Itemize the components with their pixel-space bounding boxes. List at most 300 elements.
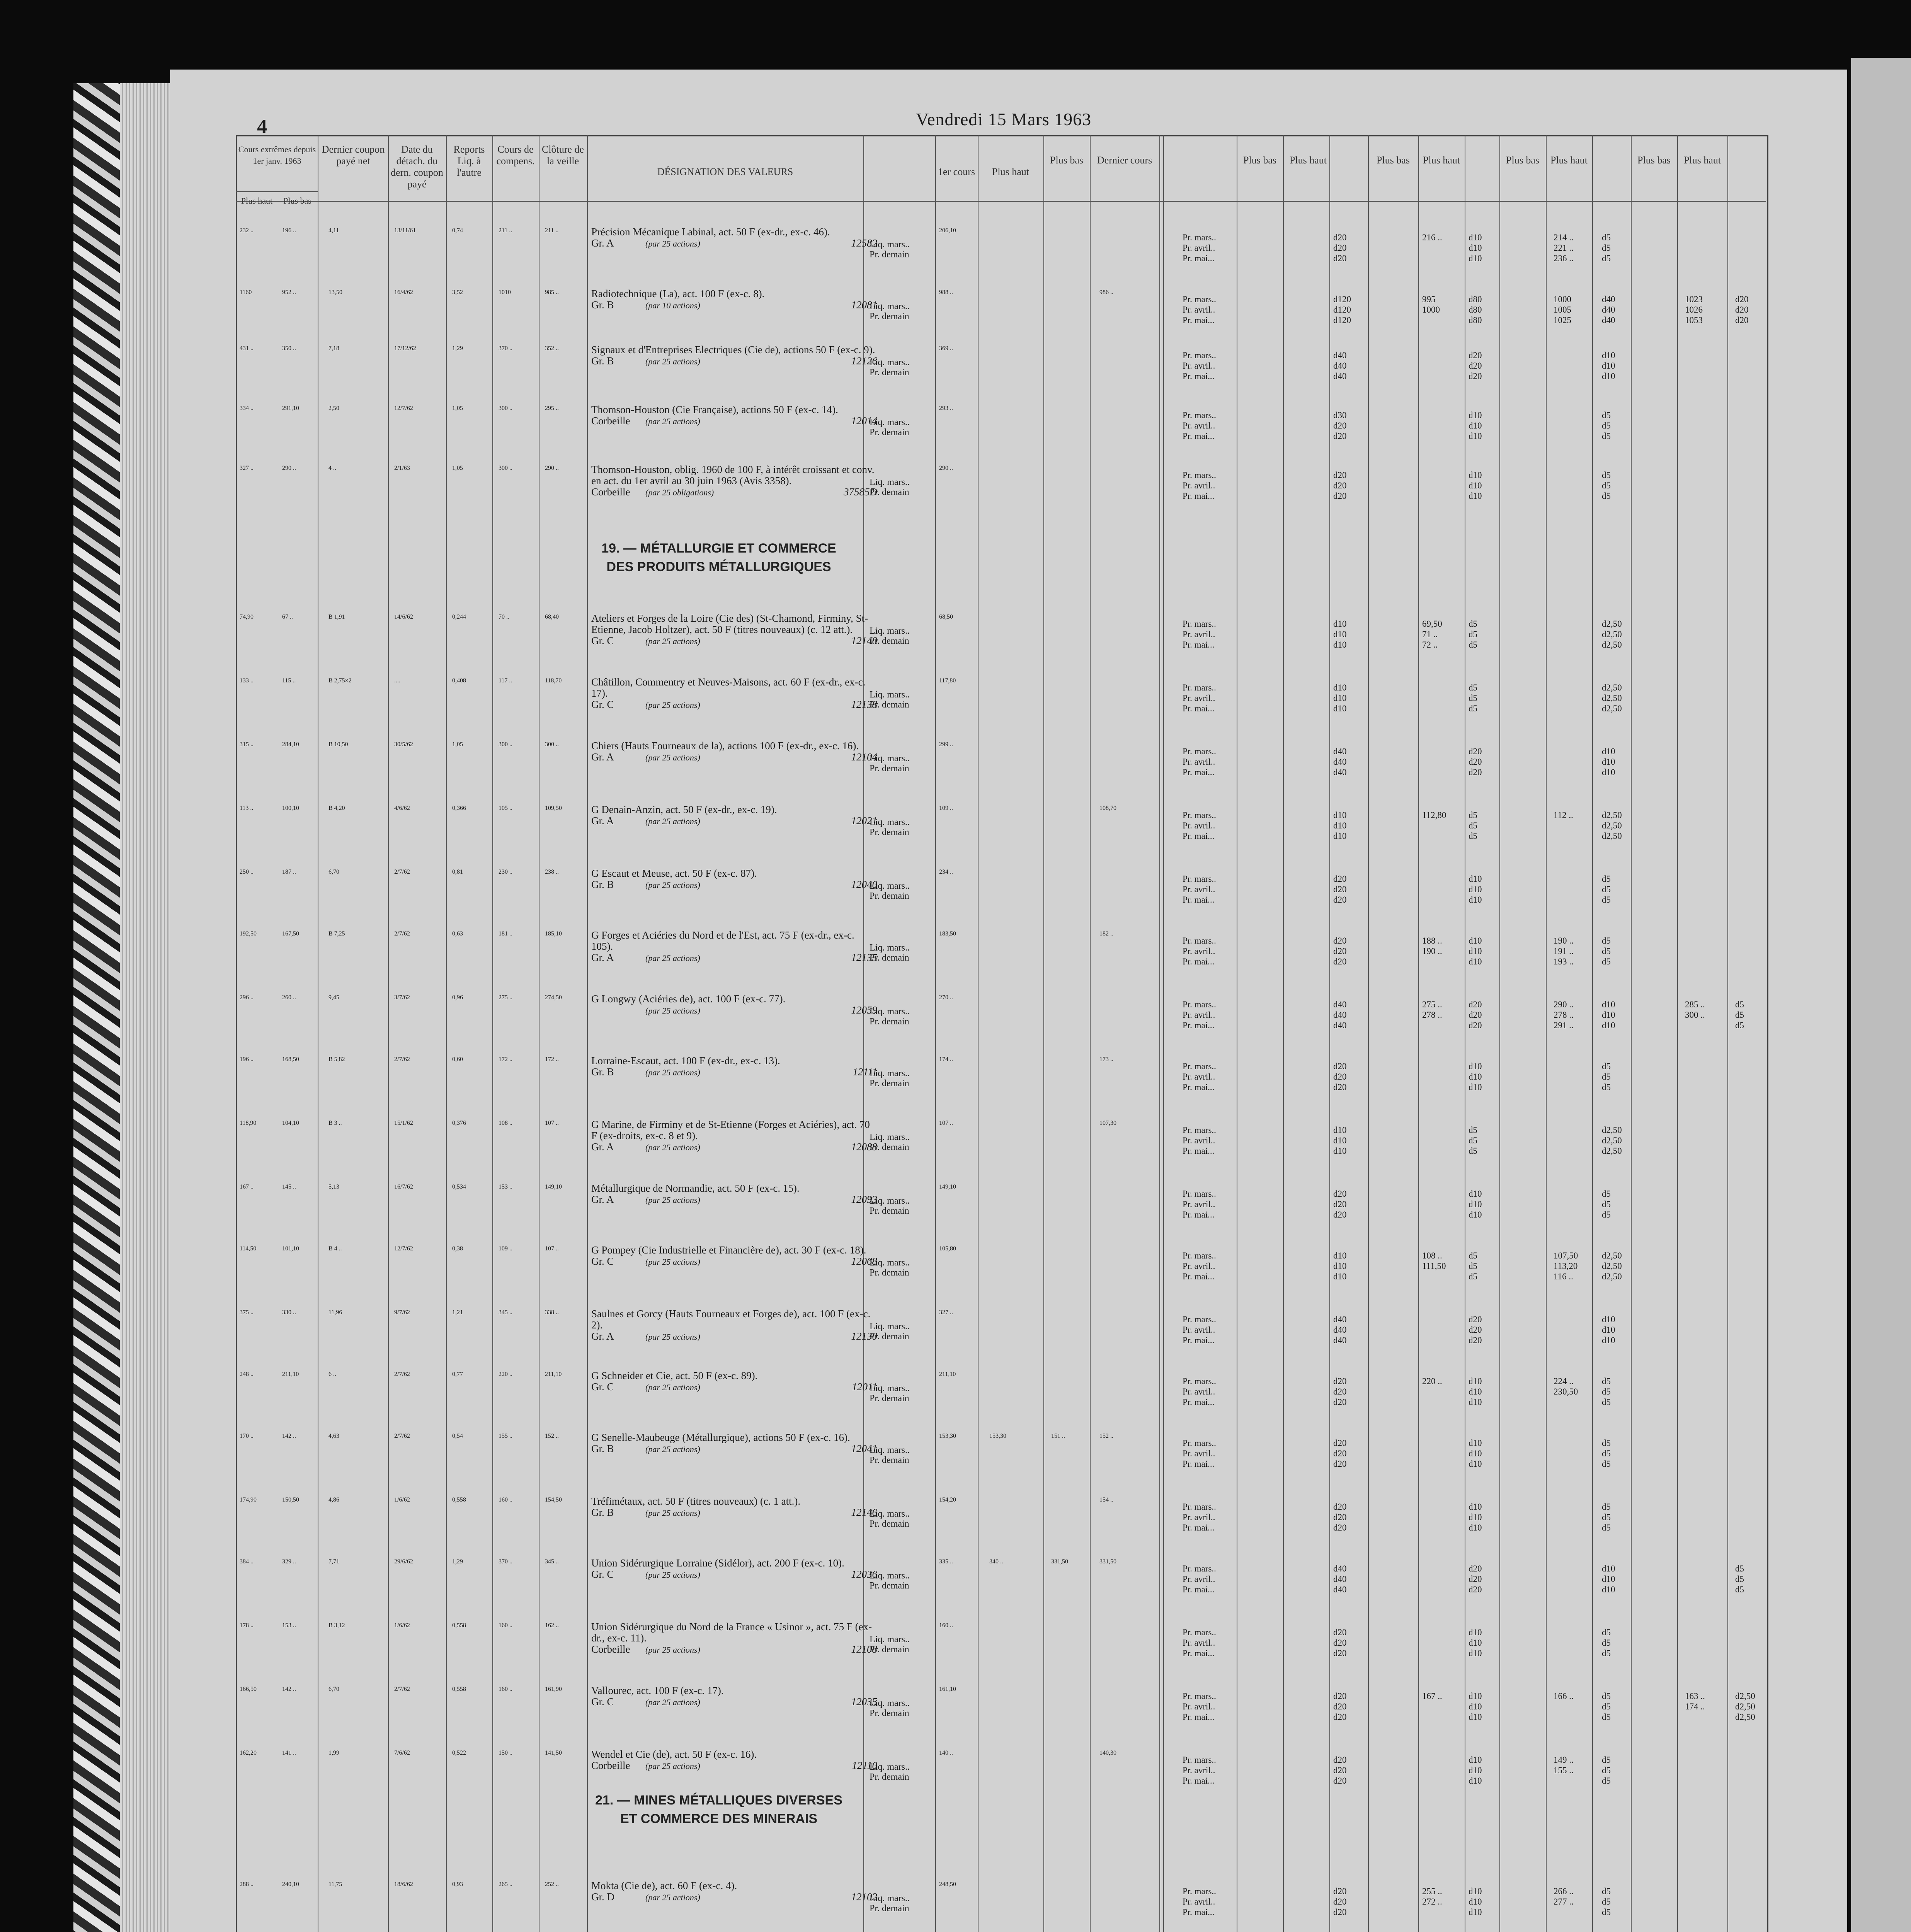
- option-value: 1025: [1554, 315, 1571, 325]
- liq-label: Liq. mars..: [870, 1383, 910, 1393]
- lot-size: (par 25 actions): [645, 700, 700, 710]
- cell-date: 2/7/62: [394, 1056, 410, 1063]
- option-value: d10: [1469, 1210, 1482, 1219]
- option-value: d2,50: [1602, 693, 1622, 703]
- cell-comp: 220 ..: [499, 1371, 512, 1378]
- cell-coupon: B 4,20: [328, 805, 345, 811]
- lot-size: (par 25 obligations): [645, 488, 714, 497]
- col-designation: DÉSIGNATION DES VALEURS: [657, 166, 793, 177]
- security-code: 12081: [851, 299, 877, 311]
- security-name: [591, 1432, 877, 1455]
- option-value: d10: [1333, 640, 1347, 650]
- option-value: d40: [1602, 294, 1615, 304]
- option-value: d10: [1469, 1691, 1482, 1701]
- option-value: d20: [1333, 884, 1347, 894]
- option-value: d5: [1602, 1502, 1611, 1512]
- security-title: Radiotechnique (La), act. 100 F (ex-c. 8).: [591, 288, 765, 299]
- security-title: G Denain-Anzin, act. 50 F (ex-dr., ex-c. 19).: [591, 804, 777, 815]
- demain-label: Pr. demain: [870, 311, 909, 321]
- security-name: [591, 1621, 877, 1655]
- lot-size: (par 25 actions): [645, 753, 700, 762]
- cell-date: 29/6/62: [394, 1558, 413, 1565]
- option-value: d20: [1333, 470, 1347, 480]
- cell-pb: 100,10: [282, 805, 299, 811]
- cell-rep: 1,05: [452, 405, 463, 412]
- option-value: d5: [1469, 810, 1477, 820]
- option-month-label: Pr. avril..: [1183, 1765, 1215, 1775]
- option-value: d10: [1469, 1776, 1482, 1786]
- option-value: 190 ..: [1554, 936, 1574, 946]
- security-group: Gr. B: [591, 355, 614, 367]
- demain-label: Pr. demain: [870, 1393, 909, 1403]
- liq-label: Liq. mars..: [870, 1571, 910, 1581]
- option-month-label: Pr. mai...: [1183, 371, 1215, 381]
- liq-label: Liq. mars..: [870, 1634, 910, 1645]
- option-value: d5: [1469, 640, 1477, 650]
- security-title: G Pompey (Cie Industrielle et Financière de), act. 30 F (ex-c. 18).: [591, 1244, 866, 1256]
- cell-pb: 350 ..: [282, 345, 296, 352]
- option-value: d10: [1333, 810, 1347, 820]
- option-month-label: Pr. mars..: [1183, 619, 1216, 629]
- option-value: 149 ..: [1554, 1755, 1574, 1765]
- option-value: d5: [1469, 704, 1477, 713]
- option-value: d5: [1602, 1459, 1611, 1469]
- col-cloture: Clôture de la veille: [541, 144, 584, 167]
- option-value: 166 ..: [1554, 1691, 1574, 1701]
- option-value: d10: [1333, 683, 1347, 692]
- option-month-label: Pr. avril..: [1183, 1072, 1215, 1082]
- lot-size: (par 25 actions): [645, 357, 700, 366]
- option-value: d40: [1333, 1020, 1347, 1030]
- cell-comp: 105 ..: [499, 805, 512, 811]
- option-value: d5: [1602, 481, 1611, 490]
- security-name: [591, 404, 877, 427]
- security-group: Gr. C: [591, 1381, 614, 1393]
- security-title: G Escaut et Meuse, act. 50 F (ex-c. 87).: [591, 867, 757, 879]
- security-title: Wendel et Cie (de), act. 50 F (ex-c. 16).: [591, 1748, 757, 1760]
- lot-size: (par 25 actions): [645, 1332, 700, 1342]
- cell-clot: 290 ..: [545, 465, 559, 471]
- option-value: d10: [1469, 1438, 1482, 1448]
- option-value: d2,50: [1602, 619, 1622, 629]
- option-value: d10: [1469, 1387, 1482, 1396]
- cell-clot: 274,50: [545, 994, 562, 1001]
- cell-ph: 113 ..: [240, 805, 254, 811]
- cell-date: 2/7/62: [394, 869, 410, 875]
- option-month-label: Pr. mars..: [1183, 1125, 1216, 1135]
- option-value: d10: [1602, 1325, 1615, 1335]
- option-value: d20: [1469, 371, 1482, 381]
- cell-coupon: 4,63: [328, 1433, 339, 1439]
- option-value: d10: [1469, 431, 1482, 441]
- security-group: Gr. C: [591, 699, 614, 710]
- liq-label: Liq. mars..: [870, 1007, 910, 1017]
- option-value: d20: [1333, 1765, 1347, 1775]
- option-value: d2,50: [1602, 1136, 1622, 1145]
- liq-label: Liq. mars..: [870, 1258, 910, 1268]
- option-value: 277 ..: [1554, 1897, 1574, 1906]
- security-name: [591, 1183, 877, 1206]
- option-value: d2,50: [1602, 831, 1622, 841]
- option-value: d10: [1469, 421, 1482, 430]
- option-value: d5: [1602, 491, 1611, 501]
- demain-label: Pr. demain: [870, 427, 909, 437]
- option-value: 193 ..: [1554, 957, 1574, 966]
- option-month-label: Pr. mai...: [1183, 1272, 1215, 1281]
- security-title: G Marine, de Firminy et de St-Etienne (Forges et Aciéries), act. 70 F (ex-droits, ex-c. 8 et 9).: [591, 1119, 870, 1141]
- security-name: [591, 344, 877, 367]
- option-value: d5: [1469, 619, 1477, 629]
- liq-label: Liq. mars..: [870, 943, 910, 953]
- option-value: d10: [1602, 1335, 1615, 1345]
- liq-label: Liq. mars..: [870, 817, 910, 827]
- option-month-label: Pr. mars..: [1183, 747, 1216, 756]
- cell-c1: 154,20: [939, 1497, 956, 1503]
- security-group: Gr. C: [591, 635, 614, 646]
- option-value: d5: [1735, 1564, 1744, 1573]
- col-opt-plus-haut-4: Plus haut: [1683, 155, 1721, 166]
- option-value: d40: [1333, 1574, 1347, 1584]
- col-plus-bas-2: Plus bas: [1050, 155, 1083, 166]
- cell-date: 18/6/62: [394, 1881, 413, 1888]
- security-title: Saulnes et Gorcy (Hauts Fourneaux et Forges de), act. 100 F (ex-c. 2).: [591, 1308, 871, 1331]
- cell-rep: 0,63: [452, 930, 463, 937]
- option-value: d40: [1602, 305, 1615, 315]
- option-value: 214 ..: [1554, 233, 1574, 242]
- option-value: 1000: [1554, 294, 1571, 304]
- option-value: d2,50: [1602, 640, 1622, 650]
- demain-label: Pr. demain: [870, 764, 909, 774]
- cell-pb: 150,50: [282, 1497, 299, 1503]
- option-value: d5: [1602, 1897, 1611, 1906]
- security-group: Gr. B: [591, 1507, 614, 1518]
- cell-date: 2/7/62: [394, 1433, 410, 1439]
- option-value: d20: [1469, 747, 1482, 756]
- table-row: [0, 1180, 1911, 1238]
- option-value: d20: [1469, 1585, 1482, 1594]
- cell-cd: 154 ..: [1099, 1497, 1113, 1503]
- option-value: d20: [1333, 1072, 1347, 1082]
- option-month-label: Pr. mai...: [1183, 1397, 1215, 1407]
- table-row: [0, 462, 1911, 520]
- option-value: 221 ..: [1554, 243, 1574, 253]
- cell-pb: 168,50: [282, 1056, 299, 1063]
- security-title: Chiers (Hauts Fourneaux de la), actions 100 F (ex-dr., ex-c. 16).: [591, 740, 859, 752]
- option-value: d20: [1333, 874, 1347, 884]
- col-opt-plus-bas-3: Plus bas: [1506, 155, 1539, 166]
- table-row: [0, 738, 1911, 796]
- security-code: 12130: [851, 1330, 877, 1342]
- liq-label: Liq. mars..: [870, 1445, 910, 1455]
- option-value: d120: [1333, 294, 1351, 304]
- option-value: d10: [1469, 874, 1482, 884]
- cell-date: 1/6/62: [394, 1622, 410, 1629]
- option-month-label: Pr. mars..: [1183, 1691, 1216, 1701]
- cell-date: 4/6/62: [394, 805, 410, 811]
- col-cours-compens: Cours de compens.: [496, 144, 535, 167]
- option-value: d40: [1333, 361, 1347, 371]
- option-value: d10: [1469, 1765, 1482, 1775]
- cell-rep: 1,21: [452, 1309, 463, 1316]
- option-month-label: Pr. avril..: [1183, 884, 1215, 894]
- security-group: Gr. A: [591, 815, 614, 827]
- liq-label: Liq. mars..: [870, 1196, 910, 1206]
- option-value: d40: [1333, 1585, 1347, 1594]
- option-value: d80: [1469, 305, 1482, 315]
- liq-label: Liq. mars..: [870, 1762, 910, 1772]
- table-row: [0, 991, 1911, 1049]
- option-value: d5: [1469, 683, 1477, 692]
- cell-date: 12/7/62: [394, 405, 413, 412]
- cell-c1: 117,80: [939, 677, 956, 684]
- cell-cd: 108,70: [1099, 805, 1116, 811]
- cell-coupon: B 4 ..: [328, 1245, 342, 1252]
- cell-rep: 0,54: [452, 1433, 463, 1439]
- cell-ph: 327 ..: [240, 465, 254, 471]
- cell-cd: 140,30: [1099, 1750, 1116, 1756]
- cell-comp: 265 ..: [499, 1881, 512, 1888]
- cell-c1: 107 ..: [939, 1120, 953, 1126]
- option-value: d20: [1333, 1523, 1347, 1532]
- cell-rep: 0,74: [452, 227, 463, 234]
- security-group: Gr. B: [591, 1066, 614, 1078]
- option-value: d5: [1469, 831, 1477, 841]
- cell-cd: 152 ..: [1099, 1433, 1113, 1439]
- option-value: 191 ..: [1554, 946, 1574, 956]
- cell-clot: 985 ..: [545, 289, 559, 296]
- option-value: d2,50: [1602, 1272, 1622, 1281]
- cell-ph: 375 ..: [240, 1309, 254, 1316]
- option-value: 278 ..: [1422, 1010, 1442, 1020]
- lot-size: (par 10 actions): [645, 301, 700, 310]
- table-row: [0, 611, 1911, 668]
- option-value: d10: [1469, 1523, 1482, 1532]
- option-month-label: Pr. mai...: [1183, 315, 1215, 325]
- option-value: d20: [1333, 253, 1347, 263]
- option-value: d10: [1602, 371, 1615, 381]
- cell-rep: 0,81: [452, 869, 463, 875]
- security-code: 12068: [851, 1255, 877, 1267]
- security-title: Union Sidérurgique Lorraine (Sidélor), act. 200 F (ex-c. 10).: [591, 1557, 844, 1569]
- cell-cb: 151 ..: [1051, 1433, 1065, 1439]
- cell-c1: 161,10: [939, 1686, 956, 1692]
- option-month-label: Pr. mai...: [1183, 491, 1215, 501]
- security-code: 12088: [851, 1141, 877, 1153]
- cell-cd: 331,50: [1099, 1558, 1116, 1565]
- option-value: d5: [1602, 1189, 1611, 1199]
- header-rule: [236, 201, 1766, 202]
- option-value: d40: [1333, 1325, 1347, 1335]
- cell-ph: 118,90: [240, 1120, 257, 1126]
- lot-size: (par 25 actions): [645, 1761, 700, 1771]
- col-plus-haut: Plus haut: [241, 196, 273, 206]
- option-value: d20: [1333, 957, 1347, 966]
- option-value: d20: [1333, 1512, 1347, 1522]
- option-value: 300 ..: [1685, 1010, 1705, 1020]
- option-value: d10: [1602, 1000, 1615, 1009]
- security-group: Gr. B: [591, 1443, 614, 1454]
- option-value: 174 ..: [1685, 1702, 1705, 1711]
- option-month-label: Pr. mai...: [1183, 1585, 1215, 1594]
- option-value: 108 ..: [1422, 1251, 1442, 1260]
- option-value: d10: [1469, 1886, 1482, 1896]
- cell-rep: 0,93: [452, 1881, 463, 1888]
- option-value: d20: [1469, 361, 1482, 371]
- cell-c1: 149,10: [939, 1184, 956, 1190]
- option-value: d20: [1333, 1449, 1347, 1458]
- cell-pb: 187 ..: [282, 869, 296, 875]
- lot-size: (par 25 actions): [645, 880, 700, 890]
- security-group: Corbeille: [591, 486, 630, 498]
- option-value: d20: [1333, 1387, 1347, 1396]
- option-month-label: Pr. mars..: [1183, 683, 1216, 692]
- option-value: d5: [1469, 629, 1477, 639]
- option-value: d5: [1602, 1397, 1611, 1407]
- cell-comp: 370 ..: [499, 1558, 512, 1565]
- cell-rep: 0,522: [452, 1750, 466, 1756]
- cell-comp: 117 ..: [499, 677, 512, 684]
- cell-clot: 211 ..: [545, 227, 559, 234]
- option-month-label: Pr. mai...: [1183, 1146, 1215, 1156]
- option-value: d5: [1602, 233, 1611, 242]
- option-value: d5: [1602, 1210, 1611, 1219]
- option-value: d2,50: [1602, 629, 1622, 639]
- liq-label: Liq. mars..: [870, 881, 910, 891]
- option-value: d20: [1469, 757, 1482, 767]
- security-title: G Forges et Aciéries du Nord et de l'Est, act. 75 F (ex-dr., ex-c. 105).: [591, 929, 854, 952]
- cell-clot: 149,10: [545, 1184, 562, 1190]
- cell-coupon: 13,50: [328, 289, 342, 296]
- option-month-label: Pr. avril..: [1183, 1897, 1215, 1906]
- cell-c1: 206,10: [939, 227, 956, 234]
- option-value: d10: [1469, 1072, 1482, 1082]
- lot-size: (par 25 actions): [645, 1444, 700, 1454]
- option-value: d40: [1333, 371, 1347, 381]
- cell-ph: 431 ..: [240, 345, 254, 352]
- option-month-label: Pr. mai...: [1183, 1082, 1215, 1092]
- option-value: d5: [1469, 821, 1477, 830]
- option-value: d20: [1469, 1020, 1482, 1030]
- option-value: 1000: [1422, 305, 1440, 315]
- option-value: 1005: [1554, 305, 1571, 315]
- demain-label: Pr. demain: [870, 1708, 909, 1718]
- demain-label: Pr. demain: [870, 700, 909, 710]
- option-month-label: Pr. mars..: [1183, 1376, 1216, 1386]
- option-value: d5: [1602, 1886, 1611, 1896]
- table-row: [0, 1306, 1911, 1364]
- option-value: d10: [1602, 747, 1615, 756]
- liq-label: Liq. mars..: [870, 477, 910, 487]
- cell-pb: 141 ..: [282, 1750, 296, 1756]
- option-value: d5: [1602, 874, 1611, 884]
- security-name: [591, 1558, 877, 1580]
- cell-clot: 172 ..: [545, 1056, 559, 1063]
- option-month-label: Pr. avril..: [1183, 243, 1215, 253]
- option-value: d5: [1602, 1072, 1611, 1082]
- security-name: [591, 930, 877, 964]
- option-month-label: Pr. mars..: [1183, 1438, 1216, 1448]
- cell-coupon: 7,71: [328, 1558, 339, 1565]
- option-value: d10: [1469, 253, 1482, 263]
- option-value: d10: [1333, 629, 1347, 639]
- option-value: d2,50: [1602, 1261, 1622, 1271]
- option-month-label: Pr. mars..: [1183, 1755, 1216, 1765]
- cell-pb: 153 ..: [282, 1622, 296, 1629]
- option-value: d5: [1602, 1387, 1611, 1396]
- lot-size: (par 25 actions): [645, 417, 700, 426]
- page-date: Vendredi 15 Mars 1963: [916, 109, 1092, 129]
- option-value: d5: [1602, 1061, 1611, 1071]
- liq-label: Liq. mars..: [870, 753, 910, 764]
- lot-size: (par 25 actions): [645, 1068, 700, 1077]
- option-value: d10: [1469, 1397, 1482, 1407]
- option-value: d20: [1333, 1082, 1347, 1092]
- cell-clot: 211,10: [545, 1371, 562, 1378]
- option-month-label: Pr. mars..: [1183, 1315, 1216, 1324]
- option-value: d10: [1602, 767, 1615, 777]
- option-value: d30: [1333, 410, 1347, 420]
- option-value: d10: [1469, 1702, 1482, 1711]
- cell-comp: 181 ..: [499, 930, 512, 937]
- option-value: d10: [1469, 1449, 1482, 1458]
- cell-pb: 211,10: [282, 1371, 299, 1378]
- cell-comp: 160 ..: [499, 1686, 512, 1692]
- cell-coupon: B 1,91: [328, 614, 345, 620]
- demain-label: Pr. demain: [870, 487, 909, 497]
- option-month-label: Pr. avril..: [1183, 1638, 1215, 1648]
- option-value: d10: [1602, 757, 1615, 767]
- cell-rep: 0,96: [452, 994, 463, 1001]
- cell-pb: 101,10: [282, 1245, 299, 1252]
- security-group: Gr. A: [591, 1141, 614, 1153]
- security-group: Corbeille: [591, 1760, 630, 1771]
- option-value: d20: [1333, 1755, 1347, 1765]
- cell-coupon: B 3 ..: [328, 1120, 342, 1126]
- cell-ph: 334 ..: [240, 405, 254, 412]
- cell-comp: 150 ..: [499, 1750, 512, 1756]
- cell-clot: 338 ..: [545, 1309, 559, 1316]
- cell-date: 13/11/61: [394, 227, 416, 234]
- cell-c1: 327 ..: [939, 1309, 953, 1316]
- option-value: d10: [1602, 361, 1615, 371]
- option-value: d5: [1469, 1272, 1477, 1281]
- cell-c1: 369 ..: [939, 345, 953, 352]
- option-value: d5: [1602, 1755, 1611, 1765]
- security-group: Gr. A: [591, 952, 614, 963]
- option-month-label: Pr. avril..: [1183, 361, 1215, 371]
- cell-c1: 335 ..: [939, 1558, 953, 1565]
- cell-ph: 74,90: [240, 614, 254, 620]
- option-value: 107,50: [1554, 1251, 1578, 1260]
- option-month-label: Pr. mars..: [1183, 410, 1216, 420]
- demain-label: Pr. demain: [870, 1519, 909, 1529]
- option-month-label: Pr. mai...: [1183, 431, 1215, 441]
- liq-label: Liq. mars..: [870, 1893, 910, 1903]
- cell-coupon: B 10,50: [328, 741, 348, 748]
- col-opt-plus-haut-2: Plus haut: [1423, 155, 1460, 166]
- lot-size: (par 25 actions): [645, 239, 700, 248]
- cell-coupon: 2,50: [328, 405, 339, 412]
- cell-coupon: 4 ..: [328, 465, 336, 471]
- option-value: d10: [1602, 1564, 1615, 1573]
- cell-rep: 0,558: [452, 1622, 466, 1629]
- cell-clot: 352 ..: [545, 345, 559, 352]
- option-month-label: Pr. avril..: [1183, 1574, 1215, 1584]
- option-value: d20: [1333, 1459, 1347, 1469]
- option-value: d10: [1333, 1251, 1347, 1260]
- table-row: [0, 1619, 1911, 1677]
- cell-clot: 107 ..: [545, 1245, 559, 1252]
